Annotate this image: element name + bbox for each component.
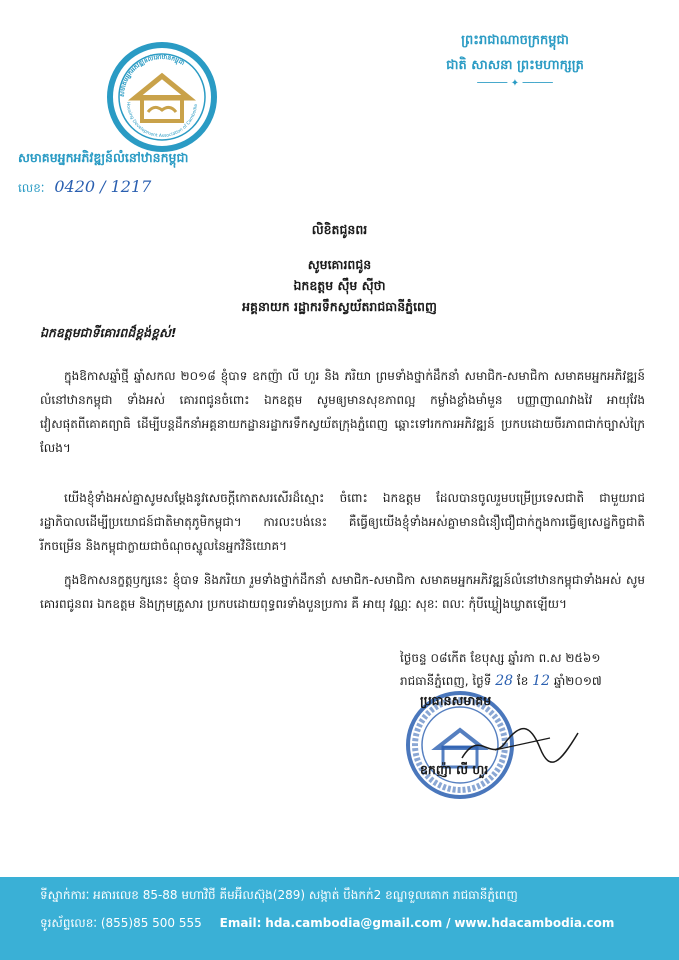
phone-label: ទូរស័ព្ទលេខៈ [40, 916, 97, 930]
handwritten-day: 28 [495, 673, 514, 689]
organization-name: សមាគមអ្នកអភិវឌ្ឍន៍លំនៅឋានកម្ពុជា [18, 150, 189, 165]
greeting: ឯកឧត្តមជាទីគោរពដ៏ខ្ពង់ខ្ពស់! [40, 325, 177, 340]
year: ឆ្នាំ២០១៧ [553, 674, 602, 688]
footer-contact [40, 915, 614, 933]
footer-address: ទីស្នាក់ការៈ អគារលេខ 85-88 មហាវិថី គីមអ៊ីលស៊ុង(289) សង្កាត់ បឹងកក់2 ខណ្ឌទួលគោក រាជធានីភ្នំពេញ [40, 888, 518, 902]
signatory-name: ឧកញ៉ា លី ហួរ [420, 762, 489, 777]
kingdom-line-1: ព្រះរាជាណាចក្រកម្ពុជា [461, 33, 569, 48]
letter-title: លិខិតជូនពរ [311, 222, 368, 237]
letter-paragraph-1 [40, 364, 645, 460]
lunar-date: ថ្ងៃចន្ទ ០៨កើត ខែបុស្ស ឆ្នាំរកា ព.ស ២៥៦១ [400, 651, 601, 665]
kingdom-ornament: ───── ✦ ───── [477, 78, 553, 89]
website-link[interactable]: www.hdacambodia.com [454, 916, 615, 930]
phone-number: (855)85 500 555 [100, 916, 202, 930]
paragraph-text: យើងខ្ញុំទាំងអស់គ្នាសូមសម្តែងនូវសេចក្តីកោតសរសើរដ៏ស្មោះ ចំពោះ ឯកឧត្តម ដែលបានចូលរួមបម្រើប្រទេសជាតិ ជាមួយរាជរដ្ឋាភិបាលដើម្បីប្រយោជន៍ជាតិមាតុភូមិកម្ពុជា។ ការលះបង់នេះ គឺធ្វើឲ្យយើងខ្ញុំទាំងអស់គ្នាមានជំនឿជឿជាក់ក្នុងការធ្វើឲ្យសេដ្ឋកិច្ចជាតិរីកចម្រើន និងកម្ពុជាក្លាយជាចំណុចស្នូលនៃអ្នកវិនិយោគ។ [40, 491, 645, 553]
signatory-title: ប្រធានសមាគម [420, 693, 492, 708]
recipient-position: អគ្គនាយក រដ្ឋាករទឹកស្វយ័តរាជធានីភ្នំពេញ [242, 299, 437, 314]
reference-label: លេខៈ [18, 181, 45, 195]
place-date-prefix: រាជធានីភ្នំពេញ, ថ្ងៃទី [400, 674, 492, 688]
month-label: ខែ [516, 674, 529, 688]
organization-logo [107, 42, 217, 152]
kingdom-motto [400, 28, 630, 90]
logo-arc-text: សមាគមអ្នកអភិវឌ្ឍន៍លំនៅឋានកម្ពុជា [118, 53, 186, 98]
footer-bar [0, 877, 679, 960]
letter-paragraph-3 [40, 568, 645, 616]
email-link[interactable]: hda.cambodia@gmail.com [265, 916, 443, 930]
paragraph-text: ក្នុងឱកាសឆ្នាំថ្មី ឆ្នាំសកល ២០១៨ ខ្ញុំបាទ ឧកញ៉ា លី ហួរ និង ភរិយា ព្រមទាំងថ្នាក់ដឹកនាំ សមាជិក-សមាជិកា សមាគមអ្នកអភិវឌ្ឍន៍លំនៅឋានកម្ពុជា ទាំងអស់ គោរពជូនចំពោះ ឯកឧត្តម សូមឲ្យមានសុខភាពល្អ កម្លាំងខ្លាំងមាំមួន បញ្ញាញាណវាងវៃ អាយុវែង វៀសផុតពីគោគព្យាធិ ដើម្បីបន្តដឹកនាំអគ្គនាយកដ្ឋានរដ្ឋាករទឹកស្វយ័តក្រុងភ្នំពេញ ឆ្ពោះទៅរកការអភិវឌ្ឍន៍ ប្រកបដោយចីរភាពជាក់ច្បាស់ក្រៃលែង។ [40, 369, 645, 455]
letter-paragraph-2 [40, 486, 645, 558]
email-label: Email: [219, 916, 262, 930]
kingdom-line-2: ជាតិ សាសនា ព្រះមហាក្សត្រ [446, 58, 584, 73]
handwritten-month: 12 [532, 673, 550, 689]
handwritten-signature [460, 718, 580, 768]
paragraph-text: ក្នុងឱកាសនក្ខត្តឫក្សនេះ ខ្ញុំបាទ និងភរិយា រួមទាំងថ្នាក់ដឹកនាំ សមាជិក-សមាជិកា សមាគមអ្នកអភិវឌ្ឍន៍លំនៅឋានកម្ពុជាទាំងអស់ សូមគោរពជូនពរ ឯកឧត្តម និងក្រុមគ្រួសារ ប្រកបដោយពុទ្ធពរទាំងបួនប្រការ គឺ អាយុ វណ្ណៈ សុខៈ ពលៈ កុំបីឃ្លៀងឃ្លាតឡើយ។ [40, 573, 645, 611]
reference-line [18, 177, 151, 198]
recipient-name: ឯកឧត្តម ស៊ឹម ស៊ីថា [293, 278, 386, 293]
reference-number: 0420 / 1217 [54, 177, 152, 196]
logo-lower-text: Housing Development Association of Cambodia [124, 101, 199, 140]
salutation: សូមគោរពជូន [307, 257, 372, 272]
contact-separator: / [446, 916, 451, 930]
